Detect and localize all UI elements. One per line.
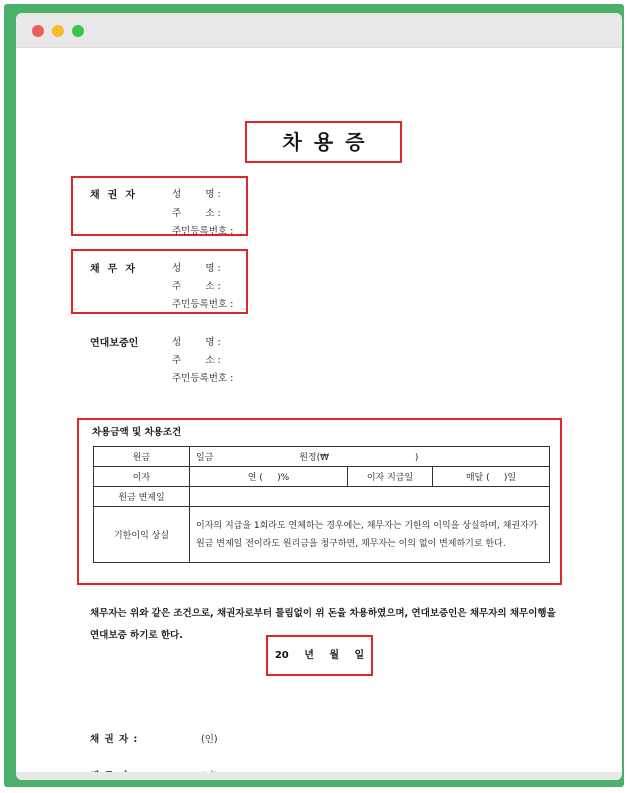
acceleration-label: 기한이익 상실	[94, 507, 190, 563]
debtor-name-field: 성 명 :	[172, 263, 221, 274]
guarantor-id-field: 주민등록번호 :	[172, 373, 234, 384]
document-date: 20 년 월 일	[266, 635, 373, 676]
debtor-label: 채무자	[90, 264, 143, 275]
browser-window	[16, 13, 622, 780]
maximize-window-icon[interactable]	[72, 25, 84, 37]
interest-pay-label: 이자 지급일	[348, 467, 433, 487]
repay-label: 원금 변제일	[94, 487, 190, 507]
principal-value: 일금 원정(₩ )	[190, 447, 550, 467]
minimize-window-icon[interactable]	[52, 25, 64, 37]
terms-heading: 차용금액 및 차용조건	[92, 427, 182, 438]
table-row	[94, 487, 550, 507]
debtor-id-field: 주민등록번호 :	[172, 299, 234, 310]
interest-pay-value: 매달 ( )일	[433, 467, 550, 487]
repay-value	[190, 487, 550, 507]
table-row	[94, 447, 550, 467]
principal-label: 원금	[94, 447, 190, 467]
debtor-address-field: 주 소 :	[172, 281, 221, 292]
creditor-id-field: 주민등록번호 :	[172, 226, 234, 237]
interest-value: 연 ( )%	[190, 467, 348, 487]
guarantor-name-field: 성 명 :	[172, 337, 221, 348]
creditor-label: 채권자	[90, 190, 143, 201]
window-bottom-bar	[16, 772, 622, 780]
acceleration-value: 이자의 지급을 1회라도 연체하는 경우에는, 채무자는 기한의 이익을 상실하며, 채권자가 원금 변제일 전이라도 원리금을 청구하면, 채무자는 이의 없이 변제하기로 한다.	[190, 507, 550, 563]
terms-table	[93, 446, 550, 563]
creditor-seal: (인)	[201, 734, 218, 745]
guarantor-address-field: 주 소 :	[172, 355, 221, 366]
guarantor-label: 연대보증인	[90, 338, 139, 349]
interest-label: 이자	[94, 467, 190, 487]
creditor-signature-label: 채 권 자 :	[90, 734, 139, 745]
document-title: 차용증	[245, 121, 402, 163]
creditor-address-field: 주 소 :	[172, 208, 221, 219]
window-titlebar	[16, 13, 622, 48]
table-row	[94, 467, 550, 487]
close-window-icon[interactable]	[32, 25, 44, 37]
document-page	[16, 47, 622, 772]
table-row	[94, 507, 550, 563]
creditor-name-field: 성 명 :	[172, 189, 221, 200]
agreement-text: 채무자는 위와 같은 조건으로, 채권자로부터 틀림없이 위 돈을 차용하였으며, 연대보증인은 채무자의 채무이행을 연대보증 하기로 한다.	[90, 608, 556, 641]
